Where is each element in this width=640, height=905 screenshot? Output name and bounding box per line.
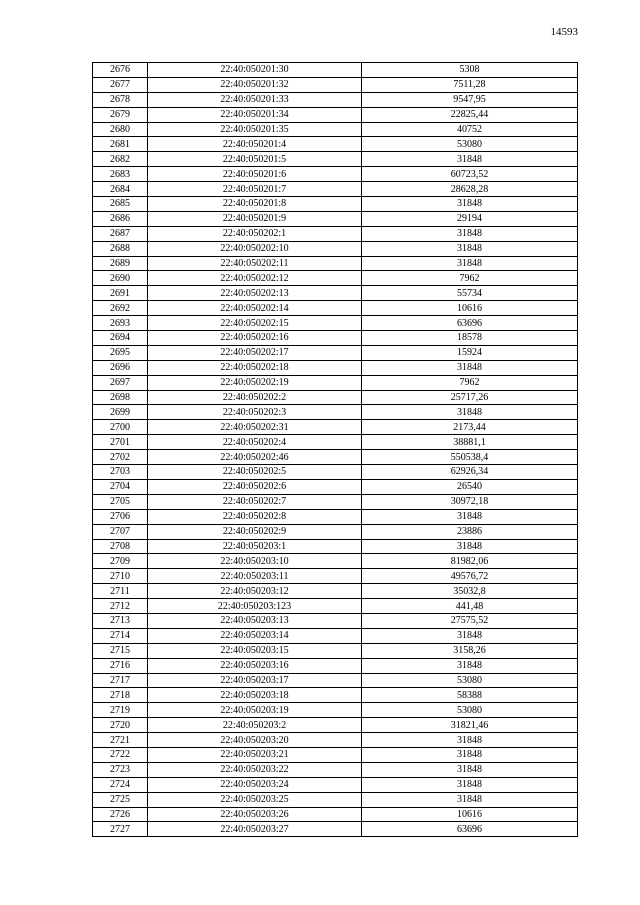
- table-row: [93, 211, 578, 226]
- value-cell: 30972,18: [362, 494, 578, 509]
- cadastral-number-cell: 22:40:050202:7: [148, 494, 362, 509]
- cadastral-number-cell: 22:40:050202:19: [148, 375, 362, 390]
- cadastral-number-cell: 22:40:050203:18: [148, 688, 362, 703]
- table-row: [93, 807, 578, 822]
- table-row: [93, 613, 578, 628]
- value-cell: 31848: [362, 256, 578, 271]
- table-row: [93, 271, 578, 286]
- value-cell: 2173,44: [362, 420, 578, 435]
- row-number-cell: 2679: [93, 107, 148, 122]
- table-row: [93, 182, 578, 197]
- table-row: [93, 435, 578, 450]
- value-cell: 9547,95: [362, 92, 578, 107]
- row-number-cell: 2703: [93, 465, 148, 480]
- row-number-cell: 2686: [93, 211, 148, 226]
- table-row: [93, 509, 578, 524]
- table-row: [93, 107, 578, 122]
- table-row: [93, 747, 578, 762]
- cadastral-number-cell: 22:40:050203:20: [148, 733, 362, 748]
- value-cell: 31848: [362, 539, 578, 554]
- row-number-cell: 2693: [93, 316, 148, 331]
- row-number-cell: 2724: [93, 777, 148, 792]
- value-cell: 81982,06: [362, 554, 578, 569]
- row-number-cell: 2725: [93, 792, 148, 807]
- cadastral-number-cell: 22:40:050201:34: [148, 107, 362, 122]
- value-cell: 60723,52: [362, 167, 578, 182]
- value-cell: 10616: [362, 301, 578, 316]
- value-cell: 63696: [362, 822, 578, 837]
- cadastral-number-cell: 22:40:050203:11: [148, 569, 362, 584]
- value-cell: 7511,28: [362, 77, 578, 92]
- row-number-cell: 2707: [93, 524, 148, 539]
- value-cell: 18578: [362, 331, 578, 346]
- table-row: [93, 494, 578, 509]
- value-cell: 53080: [362, 703, 578, 718]
- cadastral-number-cell: 22:40:050201:8: [148, 197, 362, 212]
- row-number-cell: 2723: [93, 762, 148, 777]
- cadastral-number-cell: 22:40:050203:17: [148, 673, 362, 688]
- row-number-cell: 2700: [93, 420, 148, 435]
- row-number-cell: 2727: [93, 822, 148, 837]
- value-cell: 29194: [362, 211, 578, 226]
- table-row: [93, 524, 578, 539]
- row-number-cell: 2706: [93, 509, 148, 524]
- table-row: [93, 733, 578, 748]
- cadastral-number-cell: 22:40:050203:21: [148, 747, 362, 762]
- cadastral-number-cell: 22:40:050202:46: [148, 450, 362, 465]
- table-row: [93, 360, 578, 375]
- row-number-cell: 2709: [93, 554, 148, 569]
- row-number-cell: 2721: [93, 733, 148, 748]
- value-cell: 31848: [362, 792, 578, 807]
- table-row: [93, 241, 578, 256]
- cadastral-number-cell: 22:40:050203:15: [148, 643, 362, 658]
- value-cell: 26540: [362, 479, 578, 494]
- cadastral-number-cell: 22:40:050201:35: [148, 122, 362, 137]
- table-body: [93, 63, 578, 837]
- value-cell: 25717,26: [362, 390, 578, 405]
- value-cell: 55734: [362, 286, 578, 301]
- row-number-cell: 2683: [93, 167, 148, 182]
- row-number-cell: 2694: [93, 331, 148, 346]
- value-cell: 28628,28: [362, 182, 578, 197]
- row-number-cell: 2687: [93, 226, 148, 241]
- table-row: [93, 152, 578, 167]
- value-cell: 31848: [362, 197, 578, 212]
- cadastral-number-cell: 22:40:050202:9: [148, 524, 362, 539]
- row-number-cell: 2715: [93, 643, 148, 658]
- row-number-cell: 2714: [93, 628, 148, 643]
- row-number-cell: 2722: [93, 747, 148, 762]
- cadastral-number-cell: 22:40:050201:32: [148, 77, 362, 92]
- row-number-cell: 2692: [93, 301, 148, 316]
- cadastral-number-cell: 22:40:050203:26: [148, 807, 362, 822]
- table-row: [93, 718, 578, 733]
- table-row: [93, 331, 578, 346]
- value-cell: 10616: [362, 807, 578, 822]
- value-cell: 40752: [362, 122, 578, 137]
- row-number-cell: 2717: [93, 673, 148, 688]
- row-number-cell: 2697: [93, 375, 148, 390]
- cadastral-number-cell: 22:40:050202:6: [148, 479, 362, 494]
- table-row: [93, 92, 578, 107]
- row-number-cell: 2719: [93, 703, 148, 718]
- table-row: [93, 63, 578, 78]
- cadastral-number-cell: 22:40:050202:11: [148, 256, 362, 271]
- value-cell: 58388: [362, 688, 578, 703]
- cadastral-number-cell: 22:40:050201:30: [148, 63, 362, 78]
- cadastral-number-cell: 22:40:050203:19: [148, 703, 362, 718]
- cadastral-number-cell: 22:40:050203:1: [148, 539, 362, 554]
- row-number-cell: 2695: [93, 345, 148, 360]
- row-number-cell: 2716: [93, 658, 148, 673]
- value-cell: 27575,52: [362, 613, 578, 628]
- row-number-cell: 2676: [93, 63, 148, 78]
- cadastral-number-cell: 22:40:050203:13: [148, 613, 362, 628]
- value-cell: 15924: [362, 345, 578, 360]
- row-number-cell: 2711: [93, 584, 148, 599]
- cadastral-number-cell: 22:40:050203:27: [148, 822, 362, 837]
- table-row: [93, 77, 578, 92]
- row-number-cell: 2702: [93, 450, 148, 465]
- value-cell: 31848: [362, 733, 578, 748]
- table-row: [93, 569, 578, 584]
- row-number-cell: 2678: [93, 92, 148, 107]
- row-number-cell: 2705: [93, 494, 148, 509]
- row-number-cell: 2726: [93, 807, 148, 822]
- row-number-cell: 2704: [93, 479, 148, 494]
- value-cell: 53080: [362, 137, 578, 152]
- row-number-cell: 2690: [93, 271, 148, 286]
- table-row: [93, 197, 578, 212]
- table-row: [93, 137, 578, 152]
- value-cell: 63696: [362, 316, 578, 331]
- table-row: [93, 628, 578, 643]
- value-cell: 7962: [362, 271, 578, 286]
- value-cell: 31848: [362, 226, 578, 241]
- table-row: [93, 673, 578, 688]
- row-number-cell: 2718: [93, 688, 148, 703]
- value-cell: 31848: [362, 762, 578, 777]
- cadastral-number-cell: 22:40:050201:33: [148, 92, 362, 107]
- row-number-cell: 2712: [93, 599, 148, 614]
- table-row: [93, 554, 578, 569]
- value-cell: 31848: [362, 405, 578, 420]
- cadastral-number-cell: 22:40:050203:10: [148, 554, 362, 569]
- value-cell: 35032,8: [362, 584, 578, 599]
- page-number: 14593: [550, 26, 578, 38]
- table-row: [93, 658, 578, 673]
- row-number-cell: 2684: [93, 182, 148, 197]
- row-number-cell: 2720: [93, 718, 148, 733]
- cadastral-number-cell: 22:40:050201:4: [148, 137, 362, 152]
- row-number-cell: 2682: [93, 152, 148, 167]
- value-cell: 31848: [362, 777, 578, 792]
- value-cell: 31848: [362, 152, 578, 167]
- value-cell: 3158,26: [362, 643, 578, 658]
- table-row: [93, 703, 578, 718]
- table-row: [93, 762, 578, 777]
- row-number-cell: 2708: [93, 539, 148, 554]
- row-number-cell: 2691: [93, 286, 148, 301]
- table-row: [93, 643, 578, 658]
- row-number-cell: 2680: [93, 122, 148, 137]
- table-row: [93, 301, 578, 316]
- cadastral-table: [92, 62, 578, 837]
- cadastral-number-cell: 22:40:050202:16: [148, 331, 362, 346]
- row-number-cell: 2699: [93, 405, 148, 420]
- table-row: [93, 465, 578, 480]
- value-cell: 31848: [362, 360, 578, 375]
- value-cell: 31848: [362, 509, 578, 524]
- cadastral-number-cell: 22:40:050201:5: [148, 152, 362, 167]
- cadastral-number-cell: 22:40:050202:3: [148, 405, 362, 420]
- cadastral-number-cell: 22:40:050202:10: [148, 241, 362, 256]
- row-number-cell: 2713: [93, 613, 148, 628]
- row-number-cell: 2685: [93, 197, 148, 212]
- row-number-cell: 2689: [93, 256, 148, 271]
- table-row: [93, 479, 578, 494]
- table-row: [93, 584, 578, 599]
- row-number-cell: 2677: [93, 77, 148, 92]
- value-cell: 23886: [362, 524, 578, 539]
- cadastral-number-cell: 22:40:050203:16: [148, 658, 362, 673]
- cadastral-number-cell: 22:40:050202:8: [148, 509, 362, 524]
- cadastral-number-cell: 22:40:050202:17: [148, 345, 362, 360]
- table-row: [93, 316, 578, 331]
- table-row: [93, 792, 578, 807]
- value-cell: 38881,1: [362, 435, 578, 450]
- cadastral-number-cell: 22:40:050202:15: [148, 316, 362, 331]
- table-row: [93, 420, 578, 435]
- row-number-cell: 2701: [93, 435, 148, 450]
- value-cell: 31848: [362, 658, 578, 673]
- cadastral-number-cell: 22:40:050203:2: [148, 718, 362, 733]
- value-cell: 31821,46: [362, 718, 578, 733]
- row-number-cell: 2696: [93, 360, 148, 375]
- row-number-cell: 2698: [93, 390, 148, 405]
- value-cell: 53080: [362, 673, 578, 688]
- table-row: [93, 405, 578, 420]
- value-cell: 550538,4: [362, 450, 578, 465]
- table-row: [93, 256, 578, 271]
- value-cell: 22825,44: [362, 107, 578, 122]
- table-row: [93, 599, 578, 614]
- value-cell: 31848: [362, 241, 578, 256]
- table-row: [93, 390, 578, 405]
- cadastral-number-cell: 22:40:050203:22: [148, 762, 362, 777]
- table-row: [93, 345, 578, 360]
- table-row: [93, 167, 578, 182]
- value-cell: 31848: [362, 747, 578, 762]
- table-row: [93, 777, 578, 792]
- value-cell: 49576,72: [362, 569, 578, 584]
- cadastral-number-cell: 22:40:050201:7: [148, 182, 362, 197]
- cadastral-number-cell: 22:40:050202:12: [148, 271, 362, 286]
- value-cell: 62926,34: [362, 465, 578, 480]
- table-row: [93, 539, 578, 554]
- cadastral-number-cell: 22:40:050201:6: [148, 167, 362, 182]
- cadastral-number-cell: 22:40:050203:25: [148, 792, 362, 807]
- cadastral-number-cell: 22:40:050203:14: [148, 628, 362, 643]
- cadastral-number-cell: 22:40:050203:123: [148, 599, 362, 614]
- table-row: [93, 822, 578, 837]
- cadastral-number-cell: 22:40:050202:5: [148, 465, 362, 480]
- row-number-cell: 2681: [93, 137, 148, 152]
- cadastral-number-cell: 22:40:050202:31: [148, 420, 362, 435]
- table-row: [93, 375, 578, 390]
- cadastral-number-cell: 22:40:050202:1: [148, 226, 362, 241]
- table-row: [93, 226, 578, 241]
- cadastral-number-cell: 22:40:050202:13: [148, 286, 362, 301]
- table-row: [93, 688, 578, 703]
- table-row: [93, 286, 578, 301]
- table-row: [93, 122, 578, 137]
- value-cell: 441,48: [362, 599, 578, 614]
- cadastral-number-cell: 22:40:050202:18: [148, 360, 362, 375]
- value-cell: 31848: [362, 628, 578, 643]
- cadastral-number-cell: 22:40:050202:4: [148, 435, 362, 450]
- cadastral-number-cell: 22:40:050203:12: [148, 584, 362, 599]
- cadastral-number-cell: 22:40:050201:9: [148, 211, 362, 226]
- cadastral-number-cell: 22:40:050203:24: [148, 777, 362, 792]
- cadastral-number-cell: 22:40:050202:14: [148, 301, 362, 316]
- cadastral-number-cell: 22:40:050202:2: [148, 390, 362, 405]
- row-number-cell: 2710: [93, 569, 148, 584]
- table-row: [93, 450, 578, 465]
- row-number-cell: 2688: [93, 241, 148, 256]
- value-cell: 7962: [362, 375, 578, 390]
- value-cell: 5308: [362, 63, 578, 78]
